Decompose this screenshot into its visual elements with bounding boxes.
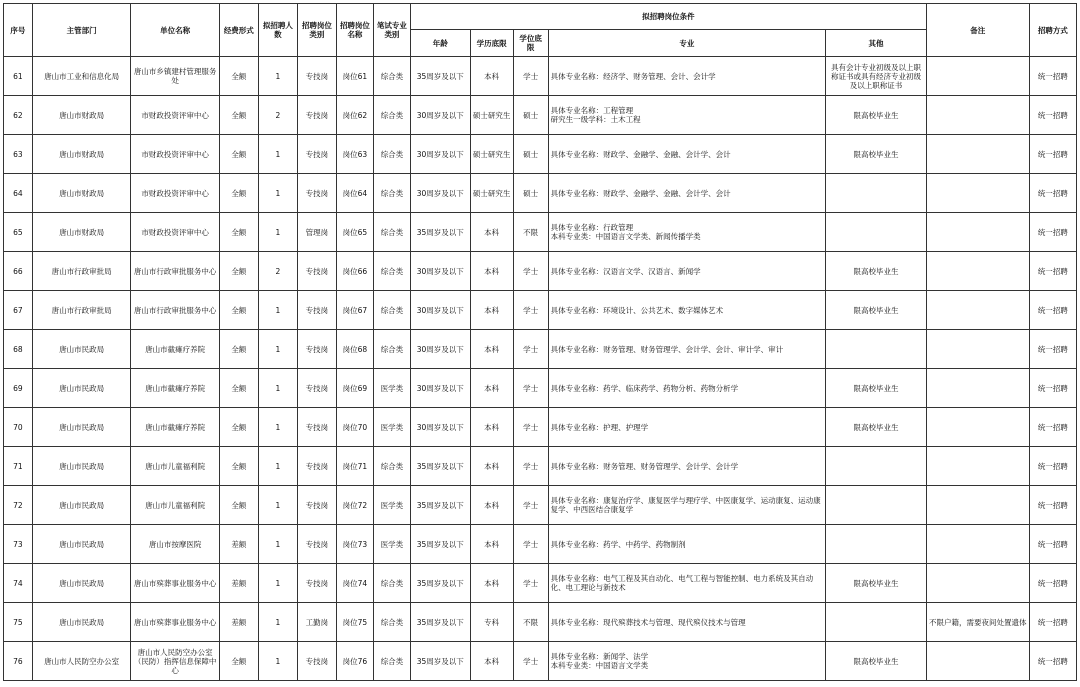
cell-post-type: 专技岗	[297, 369, 336, 408]
table-body	[4, 57, 1077, 681]
table-row	[4, 291, 1077, 330]
cell-funding: 差额	[219, 564, 258, 603]
table-row	[4, 213, 1077, 252]
cell-edu: 本科	[470, 291, 513, 330]
cell-unit: 唐山市行政审批服务中心	[131, 252, 219, 291]
cell-exam-type: 综合类	[373, 135, 410, 174]
cell-edu: 硕士研究生	[470, 135, 513, 174]
table-row	[4, 57, 1077, 96]
cell-count: 1	[258, 57, 297, 96]
cell-funding: 全额	[219, 447, 258, 486]
cell-unit: 唐山市殡葬事业服务中心	[131, 564, 219, 603]
cell-count: 1	[258, 603, 297, 642]
cell-exam-type: 综合类	[373, 642, 410, 681]
cell-method: 统一招聘	[1029, 525, 1076, 564]
cell-post-type: 专技岗	[297, 447, 336, 486]
cell-unit: 市财政投资评审中心	[131, 135, 219, 174]
table-row	[4, 174, 1077, 213]
cell-funding: 全额	[219, 57, 258, 96]
cell-other: 限高校毕业生	[826, 135, 927, 174]
cell-other: 限高校毕业生	[826, 369, 927, 408]
table-row	[4, 408, 1077, 447]
cell-exam-type: 综合类	[373, 564, 410, 603]
cell-other: 限高校毕业生	[826, 252, 927, 291]
cell-dept: 唐山市财政局	[32, 96, 131, 135]
cell-remarks	[926, 564, 1029, 603]
cell-unit: 市财政投资评审中心	[131, 96, 219, 135]
cell-dept: 唐山市民政局	[32, 369, 131, 408]
cell-edu: 本科	[470, 564, 513, 603]
cell-method: 统一招聘	[1029, 96, 1076, 135]
header-method: 招聘方式	[1029, 4, 1076, 57]
cell-age: 30周岁及以下	[410, 408, 470, 447]
cell-age: 35周岁及以下	[410, 564, 470, 603]
header-exam-type: 笔试专业类别	[373, 4, 410, 57]
cell-other: 限高校毕业生	[826, 96, 927, 135]
cell-edu: 本科	[470, 642, 513, 681]
header-other: 其他	[826, 30, 927, 57]
cell-other	[826, 486, 927, 525]
cell-remarks	[926, 408, 1029, 447]
header-edu: 学历底限	[470, 30, 513, 57]
cell-remarks	[926, 291, 1029, 330]
table-row	[4, 564, 1077, 603]
cell-method: 统一招聘	[1029, 603, 1076, 642]
cell-unit: 唐山市截瘫疗养院	[131, 330, 219, 369]
cell-degree: 学士	[513, 447, 548, 486]
cell-degree: 学士	[513, 330, 548, 369]
cell-funding: 全额	[219, 252, 258, 291]
cell-other	[826, 330, 927, 369]
cell-count: 1	[258, 135, 297, 174]
table-row	[4, 525, 1077, 564]
cell-other: 限高校毕业生	[826, 564, 927, 603]
cell-exam-type: 综合类	[373, 57, 410, 96]
table-row	[4, 252, 1077, 291]
cell-post-type: 专技岗	[297, 330, 336, 369]
cell-degree: 硕士	[513, 174, 548, 213]
cell-count: 1	[258, 174, 297, 213]
cell-post-name: 岗位75	[336, 603, 373, 642]
cell-unit: 市财政投资评审中心	[131, 213, 219, 252]
cell-other	[826, 525, 927, 564]
cell-post-name: 岗位70	[336, 408, 373, 447]
cell-other	[826, 213, 927, 252]
cell-funding: 差额	[219, 525, 258, 564]
cell-method: 统一招聘	[1029, 642, 1076, 681]
cell-remarks: 不限户籍，需要夜间处置遗体	[926, 603, 1029, 642]
cell-seq: 68	[4, 330, 33, 369]
cell-count: 1	[258, 369, 297, 408]
cell-funding: 全额	[219, 291, 258, 330]
cell-post-type: 专技岗	[297, 564, 336, 603]
cell-funding: 全额	[219, 174, 258, 213]
cell-post-name: 岗位63	[336, 135, 373, 174]
cell-major: 具体专业名称：经济学、财务管理、会计、会计学	[548, 57, 826, 96]
cell-other	[826, 603, 927, 642]
cell-unit: 唐山市儿童福利院	[131, 447, 219, 486]
cell-post-type: 专技岗	[297, 291, 336, 330]
cell-method: 统一招聘	[1029, 135, 1076, 174]
cell-count: 1	[258, 525, 297, 564]
cell-seq: 70	[4, 408, 33, 447]
cell-degree: 硕士	[513, 135, 548, 174]
cell-degree: 学士	[513, 642, 548, 681]
cell-seq: 69	[4, 369, 33, 408]
header-degree: 学位底限	[513, 30, 548, 57]
cell-edu: 本科	[470, 57, 513, 96]
cell-major: 具体专业名称：电气工程及其自动化、电气工程与智能控制、电力系统及其自动化、电工理论与新技术	[548, 564, 826, 603]
cell-post-type: 专技岗	[297, 252, 336, 291]
cell-degree: 学士	[513, 369, 548, 408]
header-funding: 经费形式	[219, 4, 258, 57]
cell-exam-type: 医学类	[373, 486, 410, 525]
cell-major: 具体专业名称：康复治疗学、康复医学与理疗学、中医康复学、运动康复、运动康复学、中西医结合康复学	[548, 486, 826, 525]
cell-other: 限高校毕业生	[826, 642, 927, 681]
cell-count: 1	[258, 330, 297, 369]
cell-degree: 不限	[513, 213, 548, 252]
cell-unit: 唐山市乡镇建村管理服务处	[131, 57, 219, 96]
cell-dept: 唐山市财政局	[32, 174, 131, 213]
cell-post-type: 专技岗	[297, 57, 336, 96]
cell-major: 具体专业名称：环境设计、公共艺术、数字媒体艺术	[548, 291, 826, 330]
cell-exam-type: 综合类	[373, 603, 410, 642]
cell-remarks	[926, 57, 1029, 96]
cell-dept: 唐山市民政局	[32, 486, 131, 525]
cell-seq: 71	[4, 447, 33, 486]
cell-remarks	[926, 369, 1029, 408]
cell-funding: 全额	[219, 213, 258, 252]
cell-edu: 本科	[470, 330, 513, 369]
cell-post-type: 专技岗	[297, 642, 336, 681]
cell-post-type: 专技岗	[297, 525, 336, 564]
cell-other	[826, 447, 927, 486]
cell-age: 30周岁及以下	[410, 252, 470, 291]
cell-post-type: 专技岗	[297, 174, 336, 213]
cell-remarks	[926, 96, 1029, 135]
cell-major: 具体专业名称：行政管理 本科专业类：中国语言文学类、新闻传播学类	[548, 213, 826, 252]
cell-edu: 硕士研究生	[470, 96, 513, 135]
cell-seq: 65	[4, 213, 33, 252]
cell-age: 35周岁及以下	[410, 525, 470, 564]
recruitment-table	[3, 3, 1077, 681]
cell-count: 1	[258, 408, 297, 447]
cell-post-name: 岗位72	[336, 486, 373, 525]
header-remarks: 备注	[926, 4, 1029, 57]
cell-funding: 全额	[219, 642, 258, 681]
cell-seq: 72	[4, 486, 33, 525]
cell-degree: 学士	[513, 291, 548, 330]
cell-other: 限高校毕业生	[826, 408, 927, 447]
cell-degree: 学士	[513, 252, 548, 291]
cell-age: 30周岁及以下	[410, 135, 470, 174]
cell-exam-type: 综合类	[373, 252, 410, 291]
cell-edu: 本科	[470, 447, 513, 486]
cell-exam-type: 综合类	[373, 291, 410, 330]
cell-funding: 全额	[219, 369, 258, 408]
cell-funding: 全额	[219, 330, 258, 369]
cell-edu: 硕士研究生	[470, 174, 513, 213]
cell-dept: 唐山市民政局	[32, 564, 131, 603]
cell-unit: 唐山市人民防空办公室（民防）指挥信息保障中心	[131, 642, 219, 681]
cell-major: 具体专业名称：财政学、金融学、金融、会计学、会计	[548, 135, 826, 174]
cell-remarks	[926, 252, 1029, 291]
cell-remarks	[926, 213, 1029, 252]
cell-post-type: 专技岗	[297, 135, 336, 174]
header-age: 年龄	[410, 30, 470, 57]
table-row	[4, 447, 1077, 486]
cell-remarks	[926, 642, 1029, 681]
cell-degree: 硕士	[513, 96, 548, 135]
cell-exam-type: 综合类	[373, 330, 410, 369]
cell-seq: 75	[4, 603, 33, 642]
cell-method: 统一招聘	[1029, 408, 1076, 447]
header-dept: 主管部门	[32, 4, 131, 57]
cell-edu: 本科	[470, 486, 513, 525]
cell-dept: 唐山市人民防空办公室	[32, 642, 131, 681]
cell-major: 具体专业名称：新闻学、法学 本科专业类：中国语言文学类	[548, 642, 826, 681]
cell-post-name: 岗位69	[336, 369, 373, 408]
cell-post-name: 岗位62	[336, 96, 373, 135]
cell-unit: 唐山市按摩医院	[131, 525, 219, 564]
cell-remarks	[926, 447, 1029, 486]
cell-exam-type: 综合类	[373, 174, 410, 213]
table-row	[4, 135, 1077, 174]
cell-edu: 本科	[470, 369, 513, 408]
cell-unit: 唐山市殡葬事业服务中心	[131, 603, 219, 642]
cell-age: 35周岁及以下	[410, 486, 470, 525]
cell-funding: 全额	[219, 96, 258, 135]
cell-major: 具体专业名称：财政学、金融学、金融、会计学、会计	[548, 174, 826, 213]
cell-seq: 67	[4, 291, 33, 330]
cell-dept: 唐山市民政局	[32, 525, 131, 564]
cell-degree: 学士	[513, 486, 548, 525]
cell-post-type: 专技岗	[297, 486, 336, 525]
cell-other	[826, 174, 927, 213]
cell-major: 具体专业名称：财务管理、财务管理学、会计学、会计、审计学、审计	[548, 330, 826, 369]
header-post-type: 招聘岗位类别	[297, 4, 336, 57]
cell-dept: 唐山市民政局	[32, 447, 131, 486]
cell-age: 35周岁及以下	[410, 603, 470, 642]
cell-remarks	[926, 135, 1029, 174]
cell-age: 35周岁及以下	[410, 447, 470, 486]
cell-dept: 唐山市财政局	[32, 135, 131, 174]
cell-method: 统一招聘	[1029, 213, 1076, 252]
header-seq: 序号	[4, 4, 33, 57]
cell-age: 30周岁及以下	[410, 369, 470, 408]
cell-degree: 学士	[513, 564, 548, 603]
table-row	[4, 369, 1077, 408]
cell-edu: 专科	[470, 603, 513, 642]
cell-count: 1	[258, 291, 297, 330]
cell-funding: 全额	[219, 135, 258, 174]
cell-method: 统一招聘	[1029, 57, 1076, 96]
cell-major: 具体专业名称：药学、临床药学、药物分析、药物分析学	[548, 369, 826, 408]
cell-seq: 66	[4, 252, 33, 291]
cell-post-type: 工勤岗	[297, 603, 336, 642]
cell-method: 统一招聘	[1029, 564, 1076, 603]
cell-major: 具体专业名称：药学、中药学、药物制剂	[548, 525, 826, 564]
cell-major: 具体专业名称：现代殡葬技术与管理、现代殡仪技术与管理	[548, 603, 826, 642]
cell-funding: 全额	[219, 408, 258, 447]
cell-major: 具体专业名称：财务管理、财务管理学、会计学、会计学	[548, 447, 826, 486]
cell-post-type: 管理岗	[297, 213, 336, 252]
cell-dept: 唐山市行政审批局	[32, 291, 131, 330]
cell-dept: 唐山市民政局	[32, 603, 131, 642]
cell-post-name: 岗位66	[336, 252, 373, 291]
cell-major: 具体专业名称：工程管理 研究生一级学科：土木工程	[548, 96, 826, 135]
table-row	[4, 486, 1077, 525]
cell-other: 具有会计专业初级及以上职称证书或具有经济专业初级及以上职称证书	[826, 57, 927, 96]
cell-remarks	[926, 174, 1029, 213]
cell-exam-type: 医学类	[373, 408, 410, 447]
recruitment-table-wrapper	[3, 3, 1077, 681]
cell-post-name: 岗位76	[336, 642, 373, 681]
cell-post-name: 岗位68	[336, 330, 373, 369]
cell-exam-type: 医学类	[373, 369, 410, 408]
cell-seq: 76	[4, 642, 33, 681]
cell-age: 30周岁及以下	[410, 330, 470, 369]
cell-method: 统一招聘	[1029, 174, 1076, 213]
cell-degree: 学士	[513, 57, 548, 96]
cell-other: 限高校毕业生	[826, 291, 927, 330]
cell-exam-type: 医学类	[373, 525, 410, 564]
cell-method: 统一招聘	[1029, 252, 1076, 291]
cell-degree: 学士	[513, 408, 548, 447]
cell-seq: 74	[4, 564, 33, 603]
cell-unit: 市财政投资评审中心	[131, 174, 219, 213]
header-conditions: 拟招聘岗位条件	[410, 4, 926, 30]
cell-dept: 唐山市民政局	[32, 408, 131, 447]
header-unit: 单位名称	[131, 4, 219, 57]
cell-count: 2	[258, 96, 297, 135]
cell-exam-type: 综合类	[373, 447, 410, 486]
cell-unit: 唐山市截瘫疗养院	[131, 408, 219, 447]
header-post-name: 招聘岗位名称	[336, 4, 373, 57]
cell-dept: 唐山市行政审批局	[32, 252, 131, 291]
cell-remarks	[926, 486, 1029, 525]
cell-method: 统一招聘	[1029, 330, 1076, 369]
cell-seq: 61	[4, 57, 33, 96]
table-row	[4, 96, 1077, 135]
cell-seq: 63	[4, 135, 33, 174]
cell-major: 具体专业名称：护理、护理学	[548, 408, 826, 447]
table-row	[4, 642, 1077, 681]
cell-exam-type: 综合类	[373, 96, 410, 135]
cell-seq: 62	[4, 96, 33, 135]
cell-funding: 全额	[219, 486, 258, 525]
cell-age: 35周岁及以下	[410, 57, 470, 96]
header-count: 拟招聘人数	[258, 4, 297, 57]
cell-post-name: 岗位74	[336, 564, 373, 603]
cell-dept: 唐山市工业和信息化局	[32, 57, 131, 96]
cell-method: 统一招聘	[1029, 486, 1076, 525]
cell-post-name: 岗位67	[336, 291, 373, 330]
cell-funding: 差额	[219, 603, 258, 642]
table-row	[4, 603, 1077, 642]
cell-post-name: 岗位61	[336, 57, 373, 96]
cell-edu: 本科	[470, 252, 513, 291]
cell-unit: 唐山市儿童福利院	[131, 486, 219, 525]
cell-unit: 唐山市行政审批服务中心	[131, 291, 219, 330]
cell-degree: 不限	[513, 603, 548, 642]
cell-exam-type: 综合类	[373, 213, 410, 252]
cell-count: 2	[258, 252, 297, 291]
cell-post-type: 专技岗	[297, 408, 336, 447]
cell-count: 1	[258, 447, 297, 486]
cell-method: 统一招聘	[1029, 291, 1076, 330]
cell-post-type: 专技岗	[297, 96, 336, 135]
cell-dept: 唐山市财政局	[32, 213, 131, 252]
cell-age: 35周岁及以下	[410, 213, 470, 252]
cell-seq: 73	[4, 525, 33, 564]
cell-seq: 64	[4, 174, 33, 213]
cell-edu: 本科	[470, 525, 513, 564]
cell-post-name: 岗位65	[336, 213, 373, 252]
cell-degree: 学士	[513, 525, 548, 564]
header-major: 专业	[548, 30, 826, 57]
cell-remarks	[926, 330, 1029, 369]
cell-count: 1	[258, 564, 297, 603]
table-header	[4, 4, 1077, 57]
cell-count: 1	[258, 213, 297, 252]
cell-remarks	[926, 525, 1029, 564]
cell-method: 统一招聘	[1029, 369, 1076, 408]
cell-post-name: 岗位73	[336, 525, 373, 564]
cell-age: 30周岁及以下	[410, 96, 470, 135]
cell-dept: 唐山市民政局	[32, 330, 131, 369]
cell-post-name: 岗位64	[336, 174, 373, 213]
cell-count: 1	[258, 486, 297, 525]
cell-major: 具体专业名称：汉语言文学、汉语言、新闻学	[548, 252, 826, 291]
cell-method: 统一招聘	[1029, 447, 1076, 486]
cell-unit: 唐山市截瘫疗养院	[131, 369, 219, 408]
table-row	[4, 330, 1077, 369]
cell-edu: 本科	[470, 213, 513, 252]
cell-edu: 本科	[470, 408, 513, 447]
cell-count: 1	[258, 642, 297, 681]
cell-post-name: 岗位71	[336, 447, 373, 486]
cell-age: 30周岁及以下	[410, 291, 470, 330]
cell-age: 35周岁及以下	[410, 642, 470, 681]
cell-age: 30周岁及以下	[410, 174, 470, 213]
